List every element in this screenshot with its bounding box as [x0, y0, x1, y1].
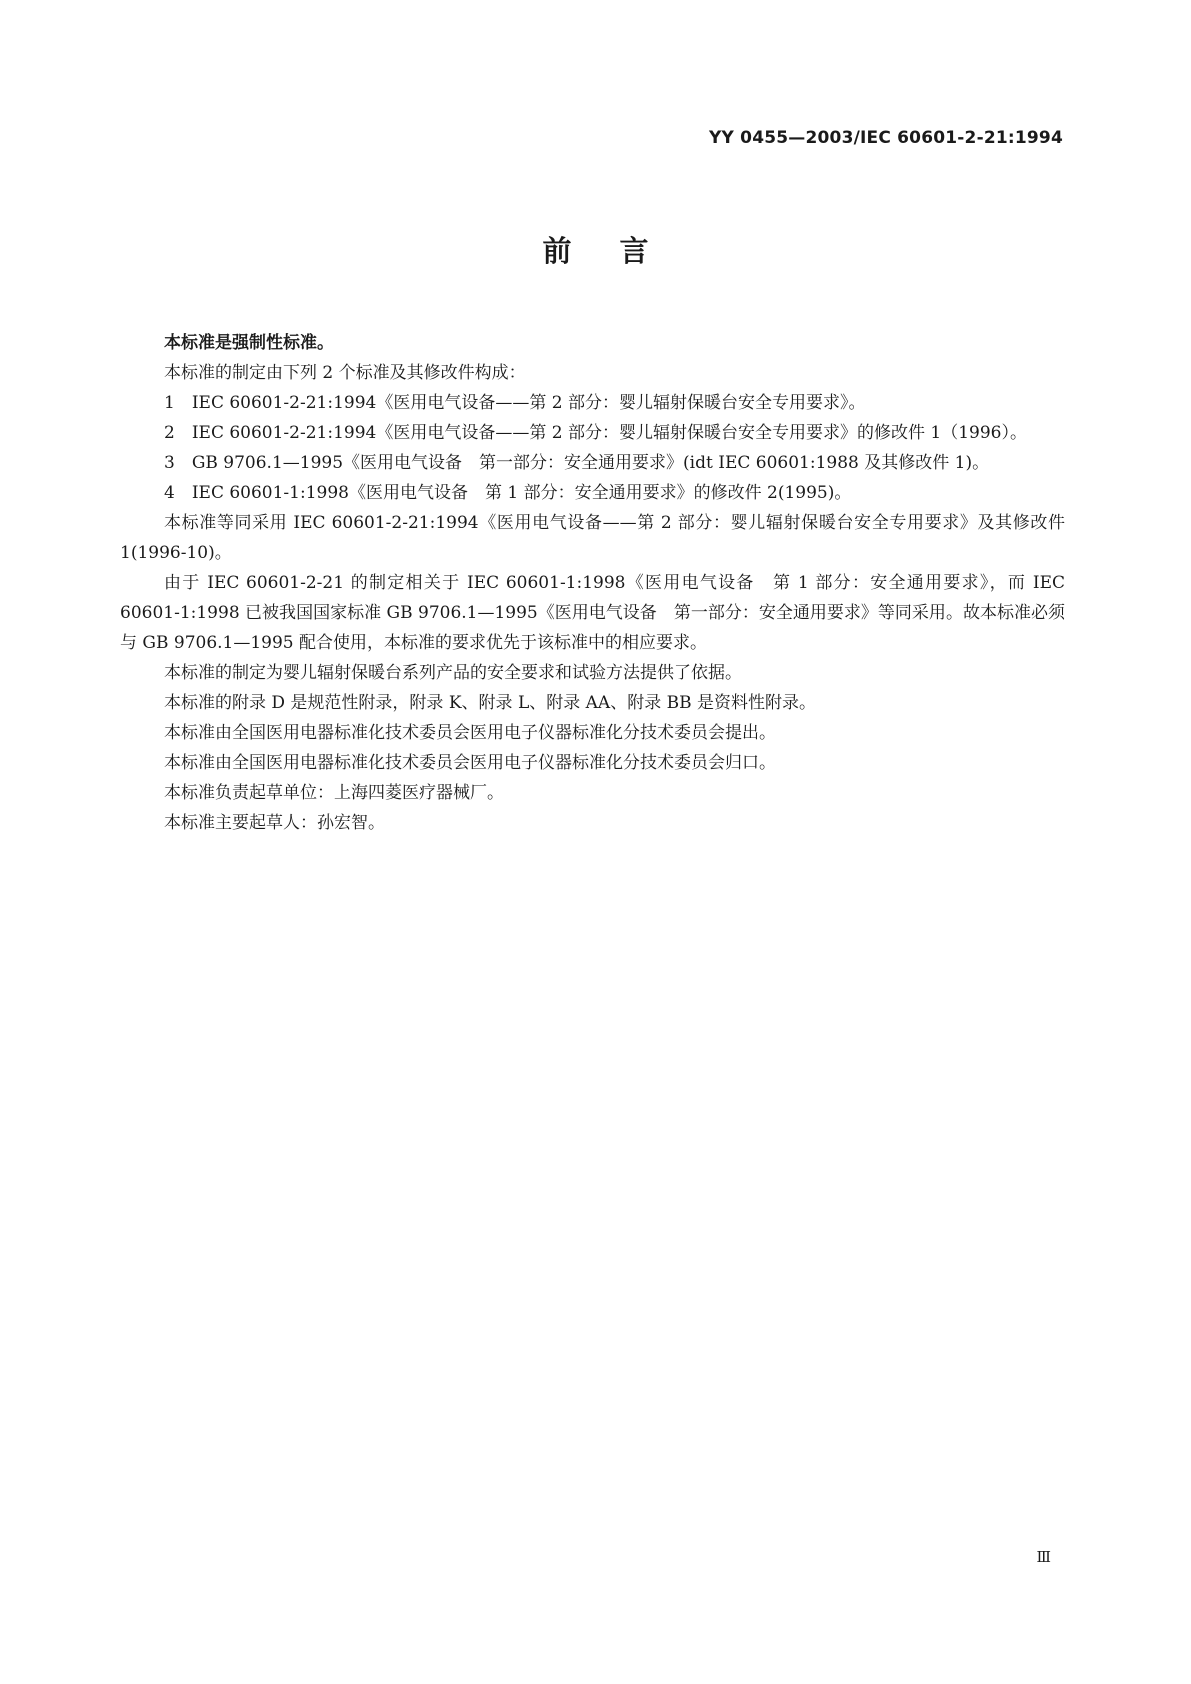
list-item: 1 IEC 60601-2-21:1994《医用电气设备——第 2 部分：婴儿辐射保暖台安全专用要求》。 [164, 393, 866, 413]
paragraph-drafters: 本标准主要起草人：孙宏智。 [164, 813, 385, 833]
page-title: 前言 [542, 234, 697, 268]
paragraph-relation: 由于 IEC 60601-2-21 的制定相关于 IEC 60601-1:1998《医用电气设备 第 1 部分：安全通用要求》，而 IEC 60601-1:1998 已被我国国家标准 GB 9706.1—1995《医用电气设备 第一部分：安全通用要求》等同采用。故本标准必须与 GB 9706.1—1995 配合使用，本标准的要求优先于该标准中的相应要求。 [120, 573, 1065, 653]
paragraph-proposed-by: 本标准由全国医用电器标准化技术委员会医用电子仪器标准化分技术委员会提出。 [164, 723, 776, 743]
standard-code-header: YY 0455—2003/IEC 60601-2-21:1994 [709, 128, 1063, 148]
paragraph-mandatory-statement: 本标准是强制性标准。 [164, 333, 334, 353]
page-number: Ⅲ [1036, 1548, 1051, 1566]
list-item: 3 GB 9706.1—1995《医用电气设备 第一部分：安全通用要求》(idt IEC 60601:1988 及其修改件 1)。 [164, 453, 990, 473]
paragraph-annexes: 本标准的附录 D 是规范性附录，附录 K、附录 L、附录 AA、附录 BB 是资料性附录。 [164, 693, 816, 713]
list-item: 4 IEC 60601-1:1998《医用电气设备 第 1 部分：安全通用要求》的修改件 2(1995)。 [164, 483, 852, 503]
list-item: 2 IEC 60601-2-21:1994《医用电气设备——第 2 部分：婴儿辐射保暖台安全专用要求》的修改件 1（1996）。 [164, 423, 1027, 443]
paragraph-drafting-unit: 本标准负责起草单位：上海四菱医疗器械厂。 [164, 783, 504, 803]
foreword-body [120, 328, 1065, 838]
paragraph-centralized-by: 本标准由全国医用电器标准化技术委员会医用电子仪器标准化分技术委员会归口。 [164, 753, 776, 773]
paragraph-adoption: 本标准等同采用 IEC 60601-2-21:1994《医用电气设备——第 2 部分：婴儿辐射保暖台安全专用要求》及其修改件 1(1996-10)。 [120, 513, 1065, 563]
paragraph-composition: 本标准的制定由下列 2 个标准及其修改件构成： [164, 363, 526, 383]
paragraph-purpose: 本标准的制定为婴儿辐射保暖台系列产品的安全要求和试验方法提供了依据。 [164, 663, 742, 683]
